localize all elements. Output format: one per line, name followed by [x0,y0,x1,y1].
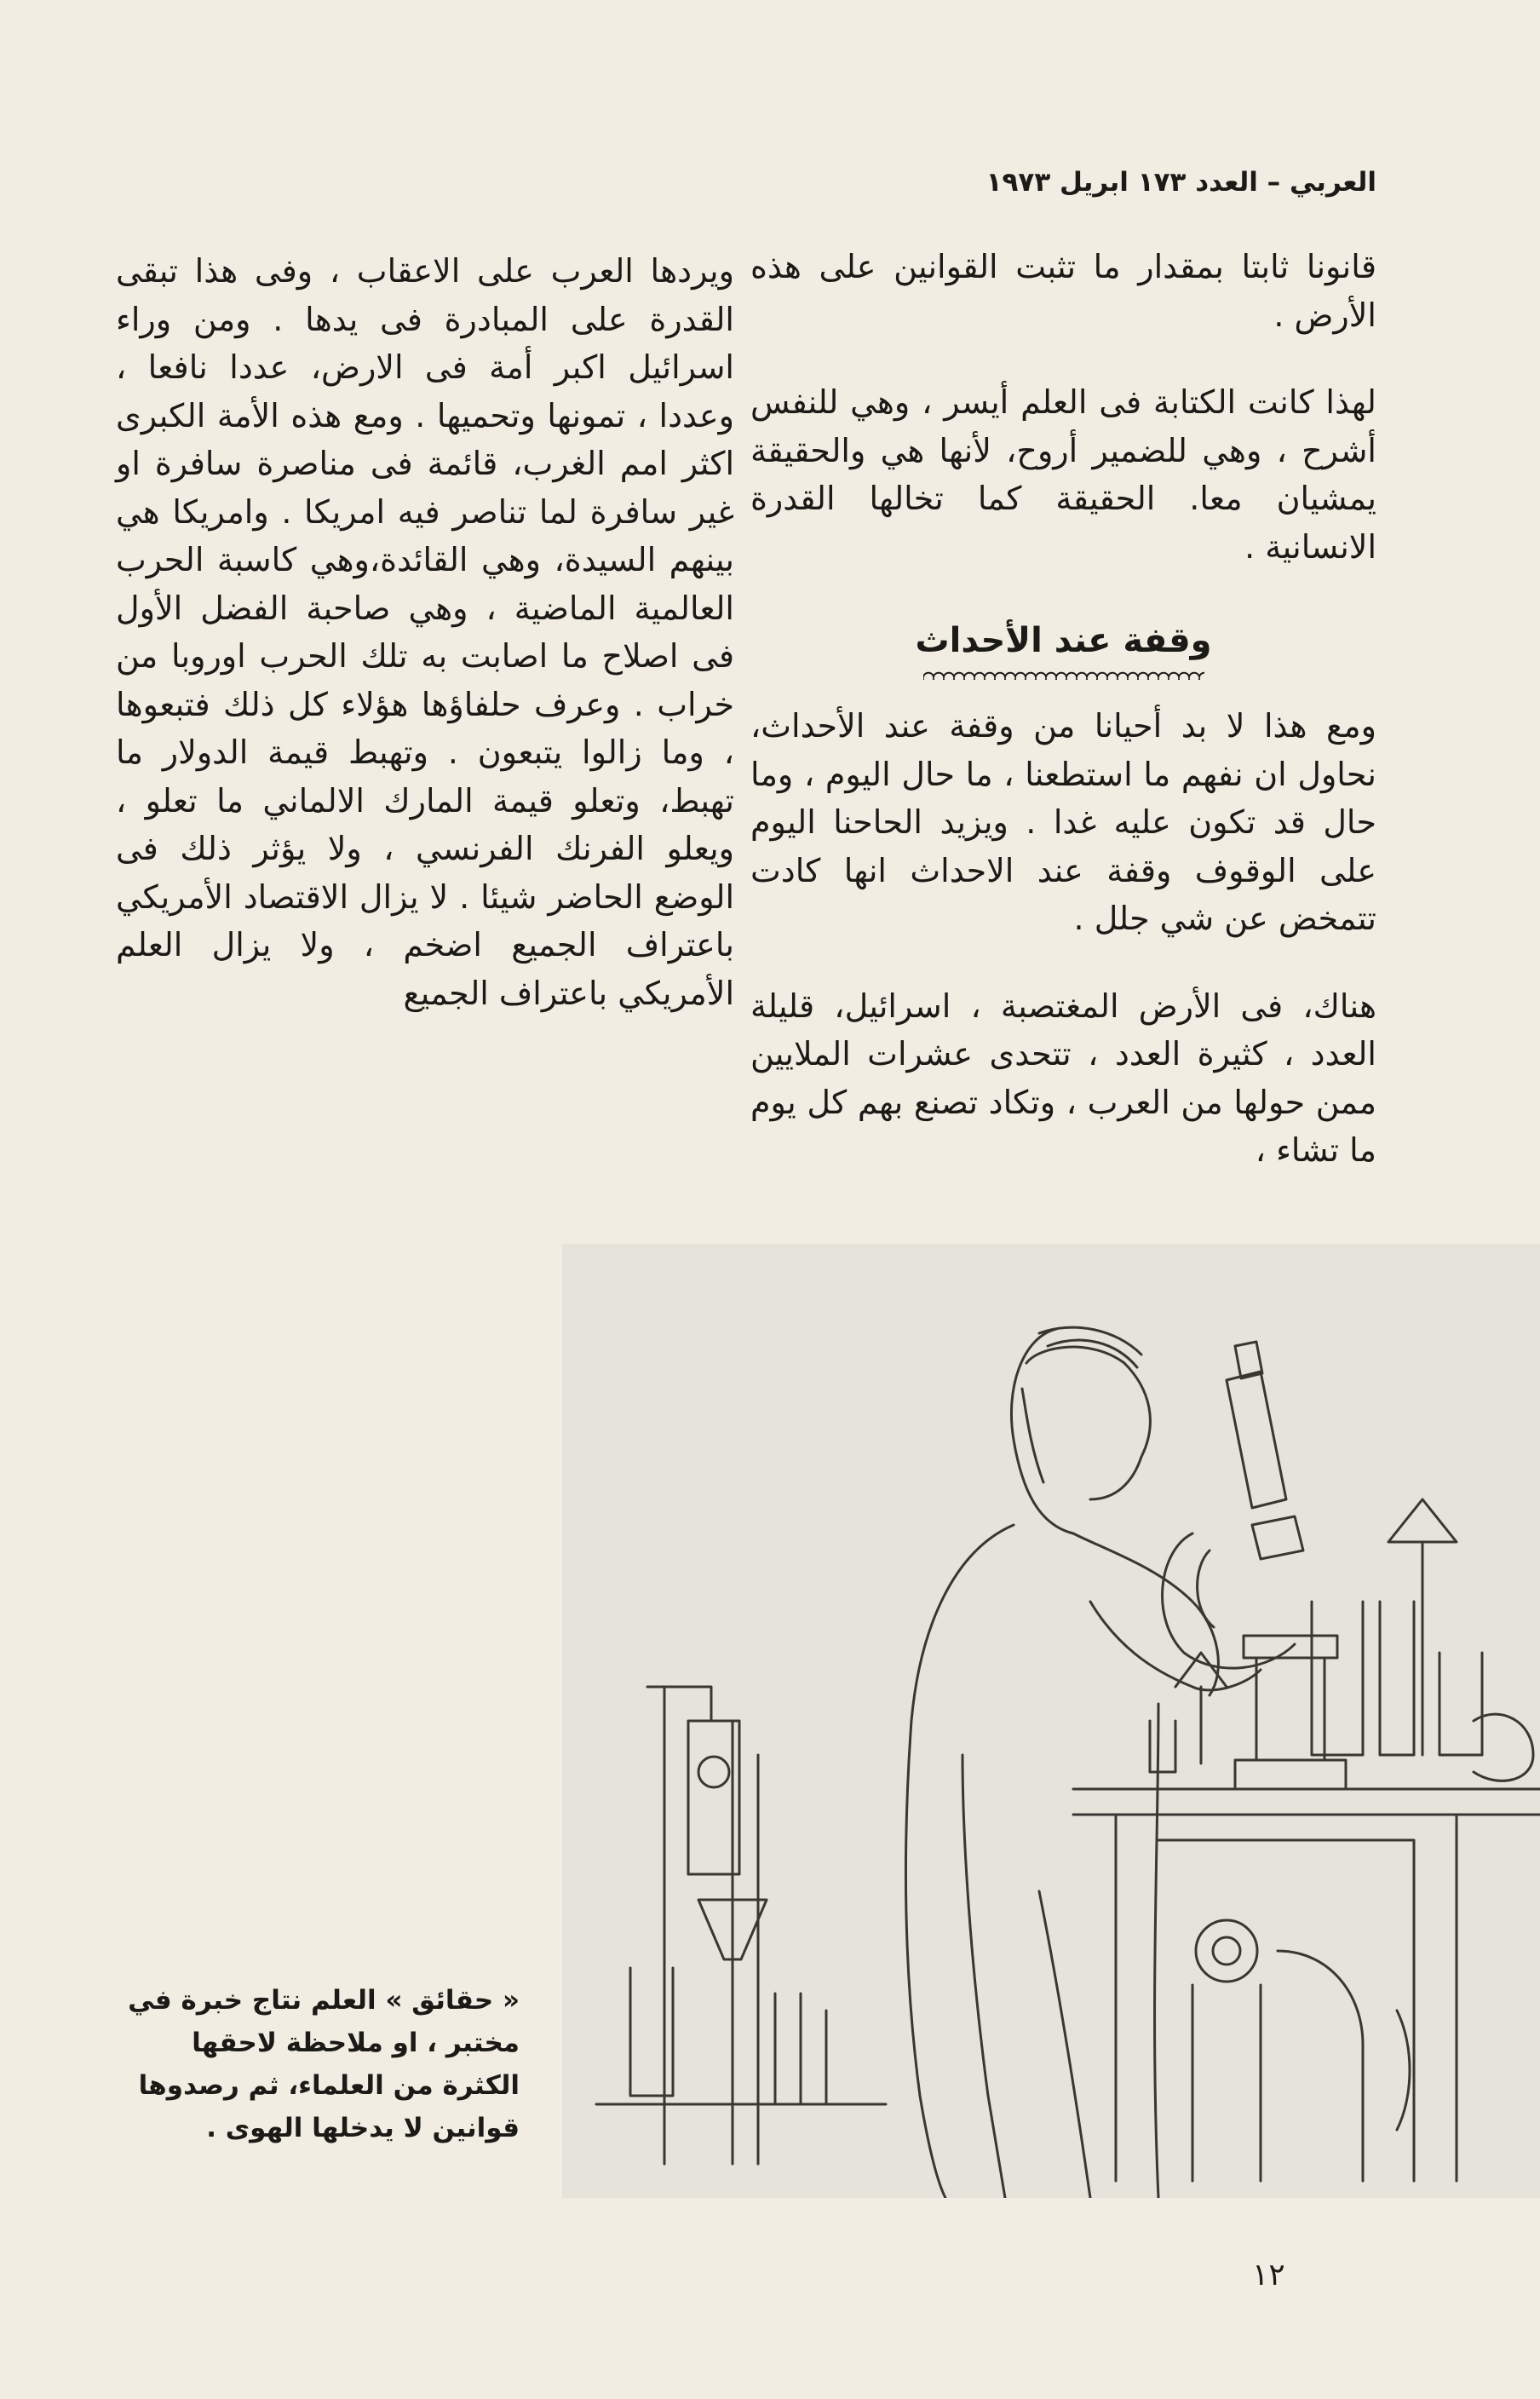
section-heading: وقفة عند الأحداث [915,621,1212,660]
scientist-microscope-illustration [562,1244,1540,2198]
figure-caption: « حقائق » العلم نتاج خبرة في مختبر ، او ملاحظة لاحقها الكثرة من العلماء، ثم رصدوها قوانين لا يدخلها الهوى . [128,1985,520,2143]
paragraph: ويردها العرب على الاعقاب ، وفى هذا تبقى القدرة على المبادرة فى يدها . ومن وراء اسرائيل اكبر أمة فى الارض، عددا نافعا ، وعددا ، تمونها وتحميها . ومع هذه الأمة الكبرى اكثر امم الغرب، قائمة فى مناصرة سافرة او غير سافرة لما تناصر فيه امريكا . وامريكا هي بينهم السيدة، وهي القائدة،وهي كاسبة الحرب العالمية الماضية ، وهي صاحبة الفضل الأول فى اصلاح ما اصابت به تلك الحرب اوروبا من خراب . وعرف حلفاؤها هؤلاء كل ذلك فتبعوها ، وما زالوا يتبعون . وتهبط قيمة الدولار ما تهبط، وتعلو قيمة المارك الالماني ما تعلو ، ويعلو الفرنك الفرنسي ، ولا يؤثر ذلك فى الوضع الحاضر شيئا . لا يزال الاقتصاد الأمريكي باعتراف الجميع اضخم ، ولا يزال العلم الأمريكي باعتراف الجميع [116,252,734,1012]
paragraph: قانونا ثابتا بمقدار ما تثبت القوانين على هذه الأرض . [750,248,1376,334]
paragraph: ومع هذا لا بد أحيانا من وقفة عند الأحداث، نحاول ان نفهم ما استطعنا ، ما حال اليوم ، وما حال قد تكون عليه غدا . ويزيد الحاحنا اليوم على الوقوف وقفة عند الاحداث انها كادت تتمخض عن شي جلل . [750,707,1376,937]
lab-drawing [562,1244,1540,2198]
paragraph: لهذا كانت الكتابة فى العلم أيسر ، وهي للنفس أشرح ، وهي للضمير أروح، لأنها هي والحقيقة يمشيان معا. الحقيقة كما تخالها القدرة الانسانية . [750,383,1376,566]
text-column-left [116,247,734,1017]
running-header: العربي – العدد ١٧٣ ابريل ١٩٧٣ [985,167,1376,198]
paragraph: هناك، فى الأرض المغتصبة ، اسرائيل، قليلة العدد ، كثيرة العدد ، تتحدى عشرات الملايين ممن حولها من العرب ، وتكاد تصنع بهم كل يوم ما تشاء ، [750,987,1376,1169]
wavy-underline [923,670,1204,680]
text-column-right [750,243,1376,1175]
page-number: ١٢ [1252,2258,1285,2293]
